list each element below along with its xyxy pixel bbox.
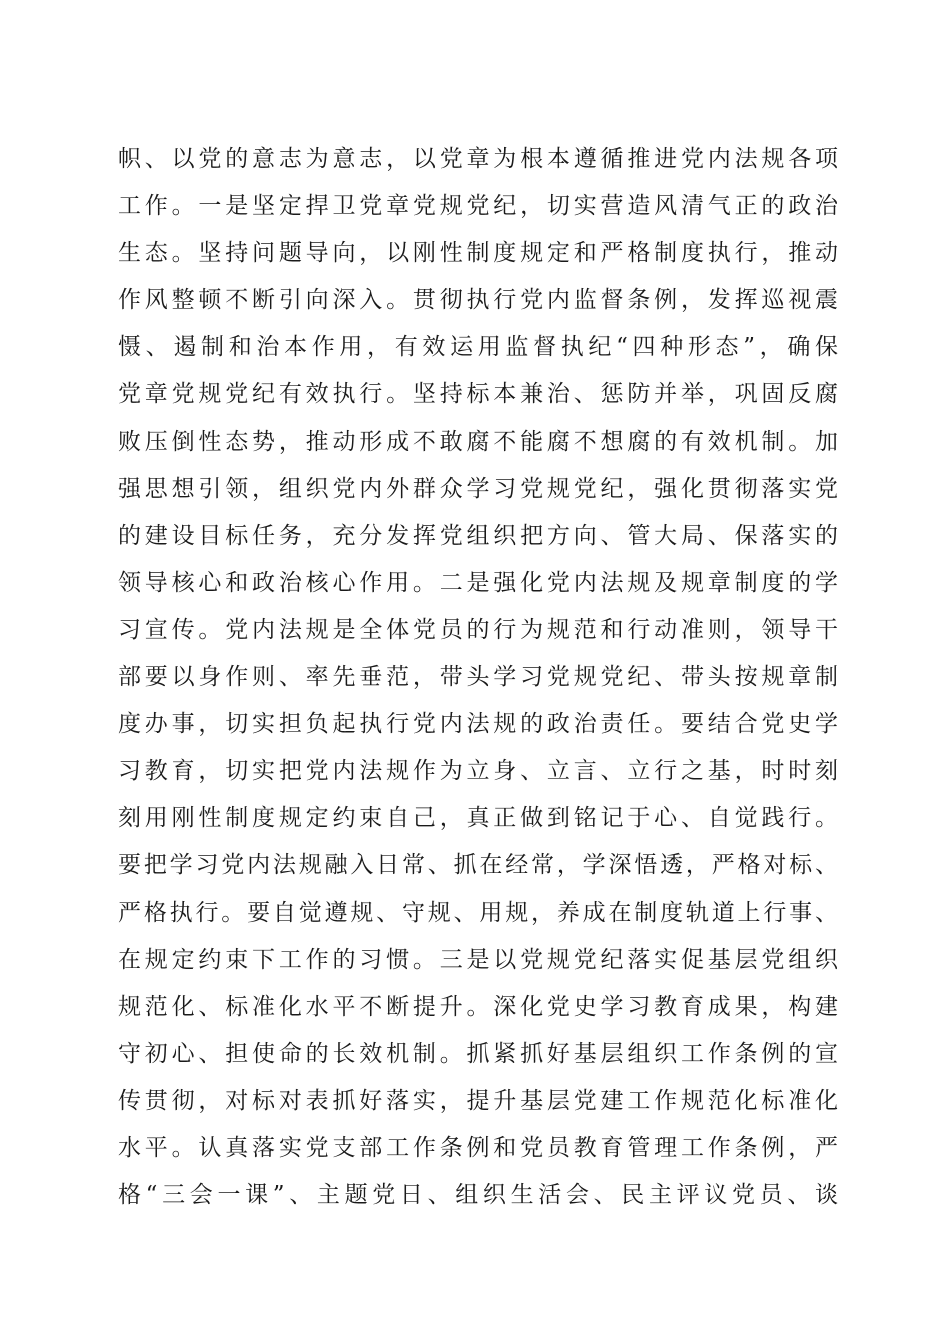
- text-line-21: 传贯彻，对标对表抓好落实，提升基层党建工作规范化标准化: [118, 1087, 838, 1114]
- text-line-8: 强思想引领，组织党内外群众学习党规党纪，强化贯彻落实党: [118, 475, 838, 502]
- text-line-9: 的建设目标任务，充分发挥党组织把方向、管大局、保落实的: [118, 522, 838, 549]
- text-line-22: 水平。认真落实党支部工作条例和党员教育管理工作条例，严: [118, 1134, 838, 1161]
- text-line-10: 领导核心和政治核心作用。二是强化党内法规及规章制度的学: [118, 569, 838, 596]
- text-line-4: 作风整顿不断引向深入。贯彻执行党内监督条例，发挥巡视震: [118, 287, 838, 314]
- text-line-13: 度办事，切实担负起执行党内法规的政治责任。要结合党史学: [118, 711, 838, 738]
- text-line-2: 工作。一是坚定捍卫党章党规党纪，切实营造风清气正的政治: [118, 193, 838, 220]
- text-line-18: 在规定约束下工作的习惯。三是以党规党纪落实促基层党组织: [118, 946, 838, 973]
- text-line-12: 部要以身作则、率先垂范，带头学习党规党纪、带头按规章制: [118, 664, 838, 691]
- text-line-17: 严格执行。要自觉遵规、守规、用规，养成在制度轨道上行事、: [118, 899, 838, 926]
- text-line-3: 生态。坚持问题导向，以刚性制度规定和严格制度执行，推动: [118, 240, 838, 267]
- text-line-1: 帜、以党的意志为意志，以党章为根本遵循推进党内法规各项: [118, 146, 838, 172]
- body-paragraph: [118, 136, 838, 1219]
- text-line-20: 守初心、担使命的长效机制。抓紧抓好基层组织工作条例的宣: [118, 1040, 838, 1067]
- text-line-5: 慑、遏制和治本作用，有效运用监督执纪“四种形态”，确保: [118, 334, 838, 361]
- text-line-14: 习教育，切实把党内法规作为立身、立言、立行之基，时时刻: [118, 758, 838, 785]
- text-line-19: 规范化、标准化水平不断提升。深化党史学习教育成果，构建: [118, 993, 838, 1020]
- text-line-16: 要把学习党内法规融入日常、抓在经常，学深悟透，严格对标、: [118, 852, 838, 879]
- text-line-11: 习宣传。党内法规是全体党员的行为规范和行动准则，领导干: [118, 616, 838, 643]
- text-line-15: 刻用刚性制度规定约束自己，真正做到铭记于心、自觉践行。: [118, 805, 838, 832]
- text-line-7: 败压倒性态势，推动形成不敢腐不能腐不想腐的有效机制。加: [118, 428, 838, 455]
- text-line-23: 格“三会一课”、主题党日、组织生活会、民主评议党员、谈: [118, 1182, 838, 1209]
- text-line-6: 党章党规党纪有效执行。坚持标本兼治、惩防并举，巩固反腐: [118, 381, 838, 408]
